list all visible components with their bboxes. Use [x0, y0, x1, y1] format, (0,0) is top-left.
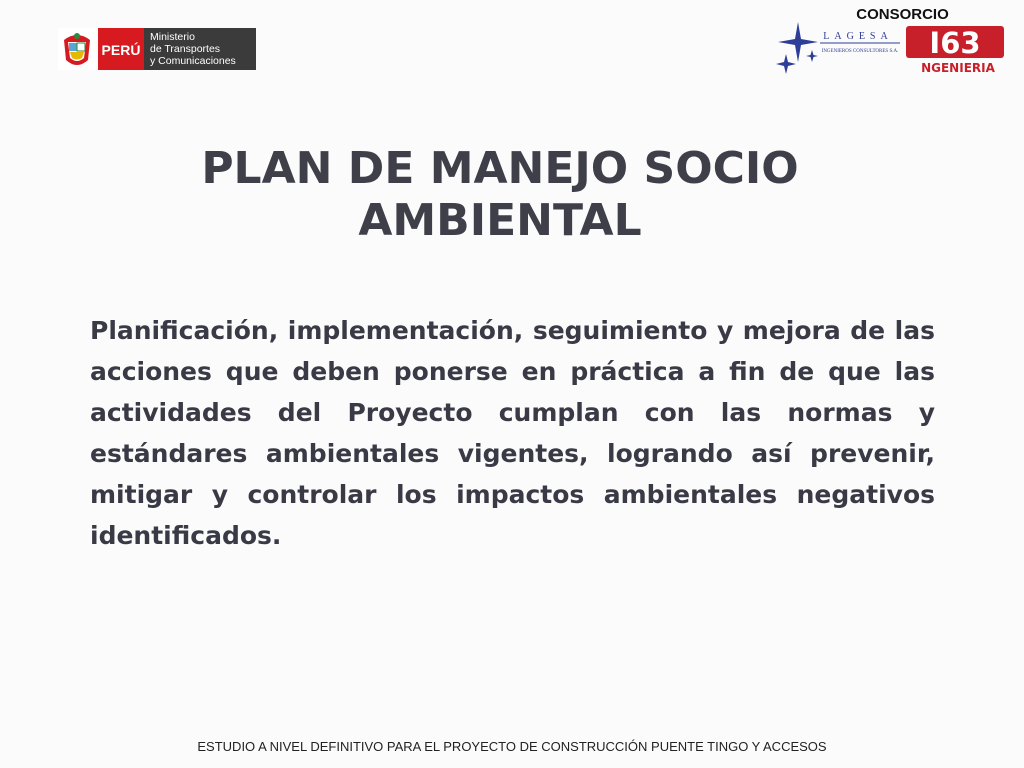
ministry-logo	[58, 28, 256, 70]
slide-body: Planificación, implementación, seguimiento y mejora de las acciones que deben ponerse en práctica a fin de que las actividades del Proyecto cumplan con las normas y estándares ambientales vigentes, logrando así prevenir, mitigar y controlar los impactos ambientales negativos identificados.	[90, 316, 935, 550]
i63-wordmark: NGENIERIA	[921, 61, 995, 75]
slide-footer: ESTUDIO A NIVEL DEFINITIVO PARA EL PROYECTO DE CONSTRUCCIÓN PUENTE TINGO Y ACCESOS	[197, 739, 827, 754]
slide-title: PLAN DE MANEJO SOCIO AMBIENTAL	[201, 143, 799, 246]
lagesa-name: LAGESA	[823, 31, 893, 42]
ministry-line-2: de Transportes	[150, 43, 221, 55]
consortium-label: CONSORCIO	[856, 6, 949, 23]
consortium-logos	[776, 20, 1008, 76]
peru-label: PERÚ	[101, 42, 141, 58]
lagesa-star-icon	[776, 22, 818, 74]
ministry-line-3: y Comunicaciones	[150, 55, 236, 67]
ministry-line-1: Ministerio	[150, 31, 195, 43]
lagesa-subtitle: INGENIEROS CONSULTORES S.A.	[821, 49, 899, 54]
i63-mark: I63	[929, 26, 981, 60]
coat-of-arms-icon	[58, 28, 96, 70]
